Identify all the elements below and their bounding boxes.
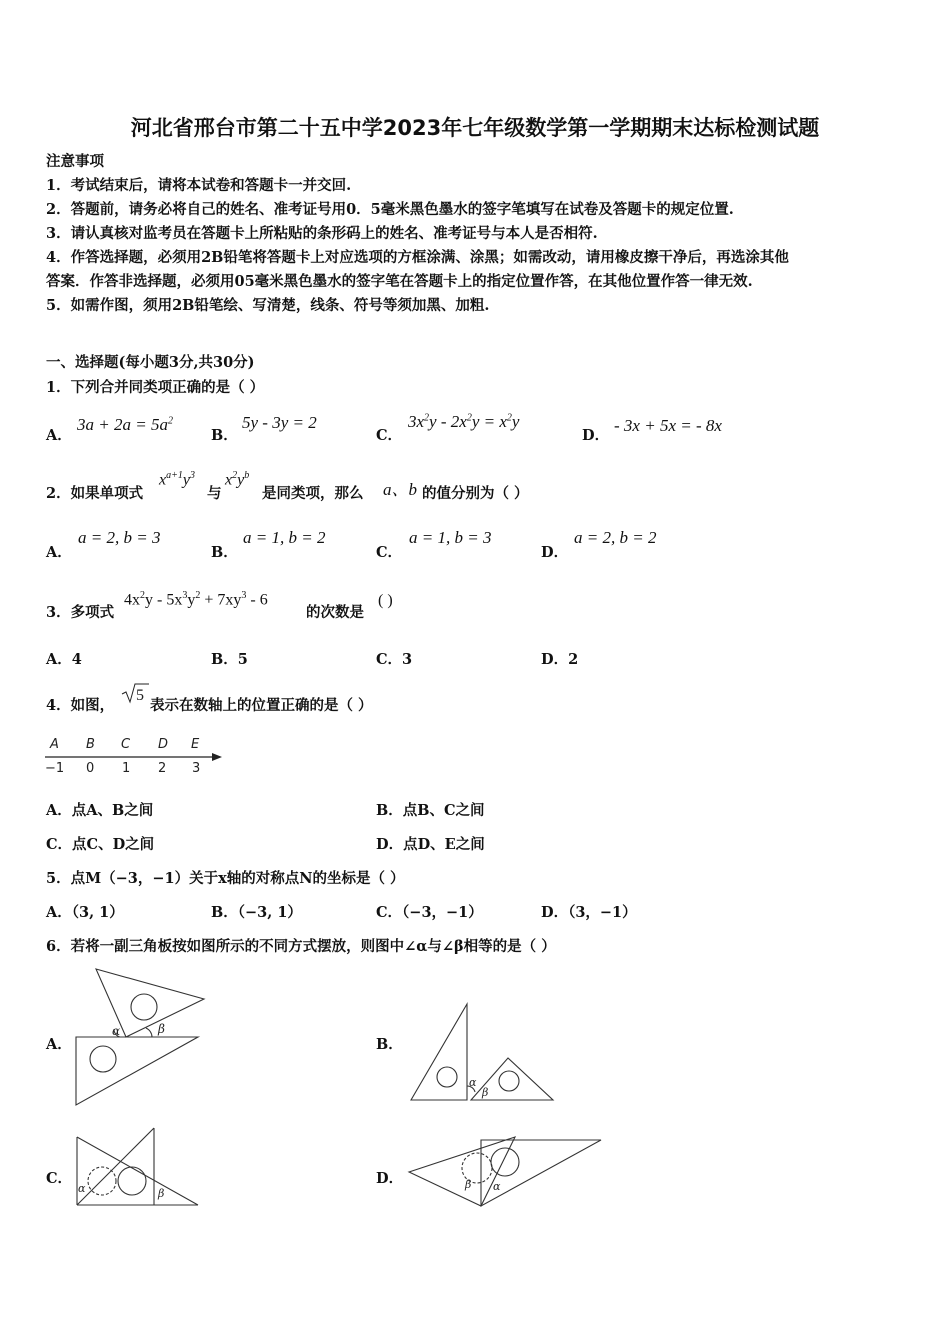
beta-label: β [465, 1178, 472, 1191]
axis-number: −1 [45, 761, 65, 776]
notice-item: 2．答题前，请务必将自己的姓名、准考证号用0．5毫米黑色墨水的签字笔填写在试卷及答题卡的规定位置. [46, 201, 734, 218]
alpha-label: α [112, 1024, 121, 1038]
circle-shape [131, 994, 157, 1020]
q5-option-d: D．（3，−1） [541, 904, 637, 921]
q4-option-b: B．点B、C之间 [376, 802, 485, 819]
notice-block [46, 150, 906, 318]
q1-option-b-label: B． [211, 427, 238, 444]
axis-letter: B [86, 737, 95, 752]
circle-shape [88, 1167, 116, 1195]
section-heading: 一、选择题(每小题3分,共30分) [46, 354, 255, 371]
q4-option-c: C．点C、D之间 [46, 836, 155, 853]
q3-polynomial: $4x^2y - 5x^3y^2 + 7xy^3 - 6$ [124, 590, 268, 609]
notice-item: 4．作答选择题，必须用2B铅笔将答题卡上对应选项的方框涂满、涂黑；如需改动，请用橡皮擦干净后，再选涂其他 [46, 249, 789, 266]
q6-option-a-label: A． [46, 1036, 72, 1053]
q6-figure-c [70, 1125, 210, 1210]
q2-variables: a、b [383, 480, 417, 499]
axis-letter: E [191, 737, 200, 752]
q2-monomial-1: $x^{a+1}y^3$ [159, 470, 195, 489]
notice-item: 5．如需作图，须用2B铅笔绘、写清楚，线条、符号等须加黑、加粗. [46, 297, 490, 314]
question-4-stem-a: 4．如图， [46, 697, 115, 714]
alpha-label: α [493, 1180, 501, 1193]
q6-option-b-label: B． [376, 1036, 403, 1053]
q5-option-b: B．（−3, 1） [211, 904, 302, 921]
number-line [40, 730, 230, 780]
axis-number: 0 [86, 761, 95, 776]
notice-heading: 注意事项 [46, 153, 104, 170]
circle-shape [491, 1148, 519, 1176]
page-title: 河北省邢台市第二十五中学2023年七年级数学第一学期期末达标检测试题 [130, 116, 820, 140]
q1-option-c-math: $3x^2y - 2x^2y = x^2y$ [408, 412, 520, 431]
q3-paren: ( ) [378, 592, 393, 609]
axis-number: 1 [122, 761, 131, 776]
axis-number: 3 [192, 761, 201, 776]
q2-option-a-math: a = 2, b = 3 [78, 528, 161, 547]
q2-option-b-math: a = 1, b = 2 [243, 528, 326, 547]
q1-option-d-math: - 3x + 5x = - 8x [614, 416, 722, 435]
q3-option-c: C．3 [376, 651, 413, 668]
beta-label: β [158, 1187, 165, 1200]
q5-option-c: C．（−3，−1） [376, 904, 483, 921]
question-3-stem-a: 3．多项式 [46, 604, 115, 621]
q4-option-d: D．点D、E之间 [376, 836, 485, 853]
q3-option-b: B．5 [211, 651, 248, 668]
svg-text:5: 5 [136, 687, 144, 704]
question-5-stem: 5．点M（−3，−1）关于x轴的对称点N的坐标是（ ） [46, 870, 405, 887]
notice-item: 1．考试结束后，请将本试卷和答题卡一并交回. [46, 177, 352, 194]
question-2-stem-b: 与 [207, 485, 222, 502]
q1-option-d-label: D． [582, 427, 610, 444]
q2-option-d-math: a = 2, b = 2 [574, 528, 657, 547]
q2-option-a-label: A． [46, 544, 72, 561]
axis-letter: D [158, 737, 169, 752]
q6-option-d-label: D． [376, 1170, 404, 1187]
notice-item: 3．请认真核对监考员在答题卡上所粘贴的条形码上的姓名、准考证号与本人是否相符. [46, 225, 598, 242]
q1-option-c-label: C． [376, 427, 403, 444]
question-2-stem-d: 的值分别为（ ） [422, 485, 529, 502]
q4-option-a: A．点A、B之间 [46, 802, 154, 819]
q6-option-c-label: C． [46, 1170, 73, 1187]
q2-option-d-label: D． [541, 544, 569, 561]
question-3-stem-b: 的次数是 [306, 604, 364, 621]
circle-shape [90, 1046, 116, 1072]
notice-item: 答案．作答非选择题，必须用05毫米黑色墨水的签字笔在答题卡上的指定位置作答，在其他位置作答一律无效. [46, 273, 753, 290]
triangle-shape [76, 1037, 198, 1105]
q2-monomial-2: $x^2y^b$ [225, 470, 250, 489]
q6-figure-a [70, 965, 210, 1110]
q2-option-b-label: B． [211, 544, 238, 561]
alpha-label: α [78, 1182, 86, 1195]
beta-label: β [158, 1022, 165, 1036]
q6-figure-b [405, 1000, 560, 1105]
circle-shape [499, 1071, 519, 1091]
q1-option-b-math: 5y - 3y = 2 [242, 413, 317, 432]
circle-shape [437, 1067, 457, 1087]
question-6-stem: 6．若将一副三角板按如图所示的不同方式摆放，则图中∠α与∠β相等的是（ ） [46, 938, 556, 955]
axis-letter: A [50, 737, 59, 752]
alpha-label: α [469, 1076, 477, 1089]
q1-option-a-label: A． [46, 427, 72, 444]
q2-option-c-label: C． [376, 544, 403, 561]
question-2-stem-c: 是同类项，那么 [262, 485, 364, 502]
q3-option-d: D．2 [541, 651, 579, 668]
q6-figure-d [405, 1130, 605, 1210]
circle-shape [118, 1167, 146, 1195]
axis-letter: C [121, 737, 131, 752]
question-1-stem: 1．下列合并同类项正确的是（ ） [46, 379, 265, 396]
question-4-stem-b: 表示在数轴上的位置正确的是（ ） [150, 697, 373, 714]
question-2-stem-a: 2．如果单项式 [46, 485, 144, 502]
triangle-shape [411, 1004, 467, 1100]
axis-number: 2 [158, 761, 167, 776]
q3-option-a: A．4 [46, 651, 82, 668]
q1-option-a-math: $3a + 2a = 5a^2$ [77, 415, 173, 434]
q5-option-a: A．（3, 1） [46, 904, 124, 921]
beta-label: β [482, 1086, 489, 1099]
q2-option-c-math: a = 1, b = 3 [409, 528, 492, 547]
sqrt5-symbol [120, 680, 150, 706]
